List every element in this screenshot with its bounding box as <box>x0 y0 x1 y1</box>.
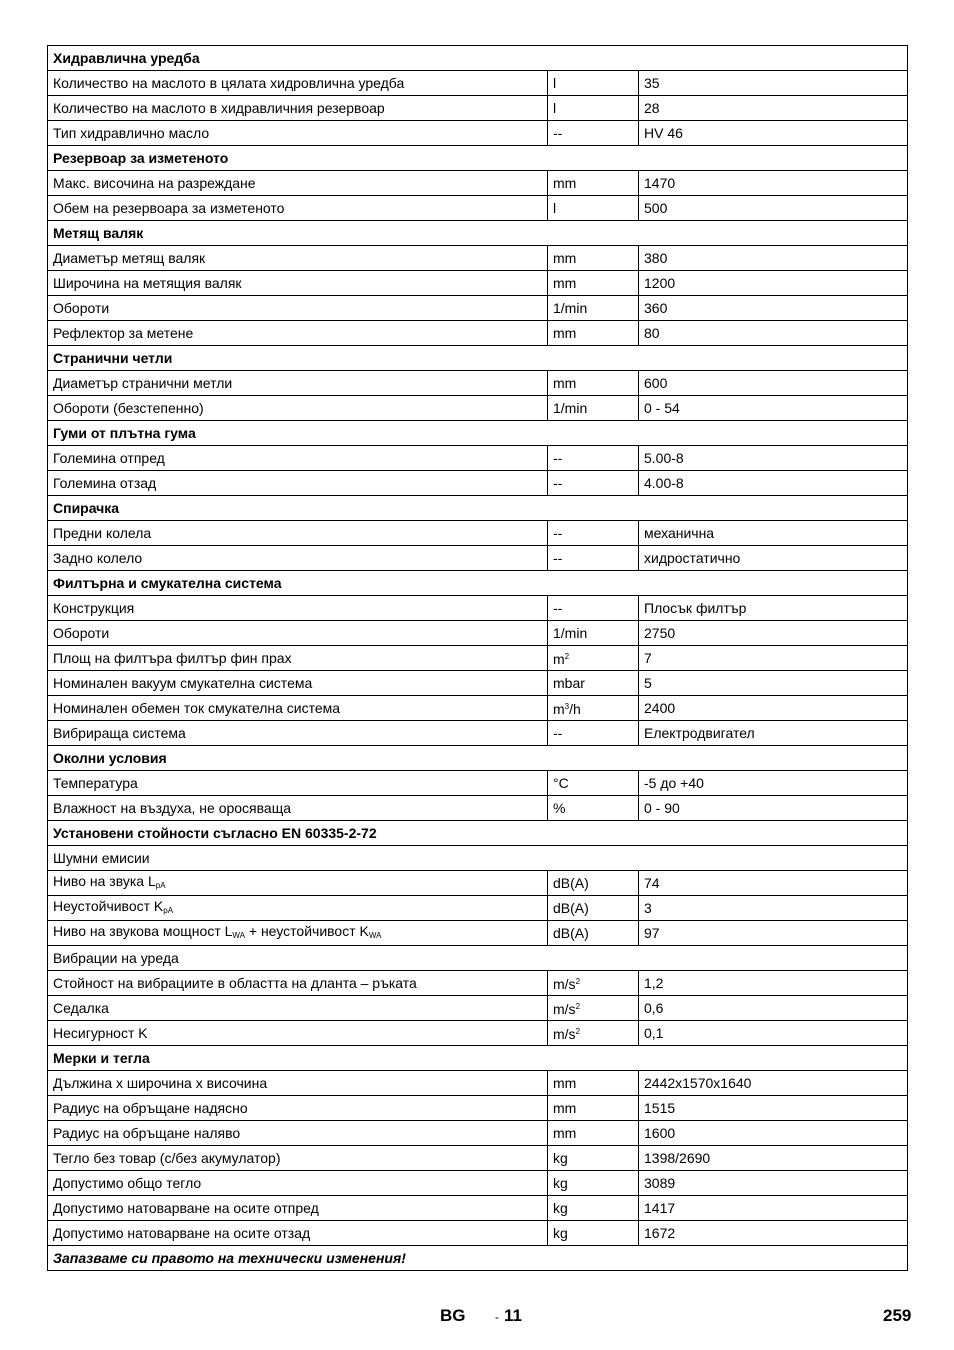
spec-label: Допустимо натоварване на осите отпред <box>53 1200 319 1216</box>
spec-unit: l <box>553 200 557 216</box>
section-header-row <box>48 221 908 246</box>
unit-superscript: 2 <box>575 1027 581 1036</box>
spec-value: 97 <box>644 925 660 941</box>
spec-value-cell <box>639 696 908 721</box>
section-header-row <box>48 571 908 596</box>
spec-unit-cell <box>548 371 639 396</box>
spec-value-cell <box>639 871 908 896</box>
spec-unit: mm <box>553 375 577 391</box>
spec-row <box>48 71 908 96</box>
footer-dash: - <box>495 1310 499 1324</box>
spec-unit: -- <box>553 525 563 541</box>
spec-row <box>48 1196 908 1221</box>
spec-unit: mm <box>553 275 577 291</box>
section-title: Мерки и тегла <box>48 1046 908 1071</box>
spec-unit-cell <box>548 121 639 146</box>
section-title: Метящ валяк <box>48 221 908 246</box>
spec-value: 2442x1570x1640 <box>644 1075 752 1091</box>
spec-row <box>48 1071 908 1096</box>
spec-unit-cell <box>548 1196 639 1221</box>
spec-unit: dB(A) <box>553 900 589 916</box>
spec-value: Плосък филтър <box>644 600 747 616</box>
spec-value-cell <box>639 896 908 921</box>
spec-value: -5 до +40 <box>644 775 704 791</box>
spec-value-cell <box>639 271 908 296</box>
spec-unit: mm <box>553 175 577 191</box>
spec-label-cell <box>48 246 548 271</box>
spec-unit-cell <box>548 1021 639 1046</box>
spec-row <box>48 521 908 546</box>
spec-value-cell <box>639 1021 908 1046</box>
spec-unit: -- <box>553 600 563 616</box>
spec-unit-cell <box>548 1096 639 1121</box>
spec-label-cell <box>48 1021 548 1046</box>
label-subscript: WA <box>232 930 245 940</box>
spec-value: 2750 <box>644 625 676 641</box>
spec-unit-cell <box>548 471 639 496</box>
spec-label-cell <box>48 671 548 696</box>
spec-unit-cell <box>548 1221 639 1246</box>
spec-value: 380 <box>644 250 668 266</box>
spec-label-cell <box>48 171 548 196</box>
spec-label-cell <box>48 996 548 1021</box>
spec-label: Радиус на обръщане надясно <box>53 1100 248 1116</box>
spec-unit-cell <box>548 396 639 421</box>
spec-row <box>48 446 908 471</box>
spec-value: 0 - 90 <box>644 800 680 816</box>
spec-value-cell <box>639 796 908 821</box>
spec-label: Неустойчивост K <box>53 897 164 914</box>
spec-row <box>48 721 908 746</box>
section-title: Гуми от плътна гума <box>48 421 908 446</box>
subgroup-row <box>48 846 908 871</box>
spec-value-cell <box>639 921 908 946</box>
spec-unit-cell <box>548 171 639 196</box>
spec-row <box>48 771 908 796</box>
spec-label: Стойност на вибрациите в областта на дланта – ръката <box>53 975 417 991</box>
spec-label: Допустимо общо тегло <box>53 1175 202 1191</box>
spec-value: 7 <box>644 650 652 666</box>
spec-label: Обороти (безстепенно) <box>53 400 204 416</box>
section-header-row <box>48 496 908 521</box>
spec-row <box>48 546 908 571</box>
spec-unit-cell <box>548 246 639 271</box>
spec-unit-cell <box>548 721 639 746</box>
spec-label: Влажност на въздуха, не оросяваща <box>53 800 292 816</box>
spec-label: Големина отпред <box>53 450 165 466</box>
spec-unit: -- <box>553 125 563 141</box>
spec-value-cell <box>639 246 908 271</box>
spec-row <box>48 321 908 346</box>
spec-value: 5.00-8 <box>644 450 684 466</box>
spec-value: 1398/2690 <box>644 1150 711 1166</box>
spec-row <box>48 96 908 121</box>
spec-value-cell <box>639 671 908 696</box>
spec-unit: -- <box>553 550 563 566</box>
spec-value-cell <box>639 96 908 121</box>
spec-unit-cell <box>548 96 639 121</box>
spec-value: механична <box>644 525 715 541</box>
spec-label: Седалка <box>53 1000 109 1016</box>
spec-row <box>48 1021 908 1046</box>
spec-unit-cell <box>548 321 639 346</box>
spec-value: 3 <box>644 900 652 916</box>
spec-label-cell <box>48 1096 548 1121</box>
technical-data-body <box>48 46 908 1271</box>
spec-row <box>48 1096 908 1121</box>
technical-data-table <box>47 45 908 1271</box>
spec-value: 1600 <box>644 1125 676 1141</box>
label-subscript: WA <box>368 930 382 940</box>
section-title: Странични четли <box>48 346 908 371</box>
spec-unit-cell <box>548 546 639 571</box>
spec-unit: mbar <box>553 675 585 691</box>
spec-row <box>48 796 908 821</box>
spec-unit: l <box>553 75 557 91</box>
spec-unit-cell <box>548 896 639 921</box>
section-title: Околни условия <box>48 746 908 771</box>
spec-value-cell <box>639 771 908 796</box>
spec-label: Ниво на звука L <box>53 872 156 889</box>
spec-unit-cell <box>548 1121 639 1146</box>
spec-row <box>48 646 908 671</box>
spec-row <box>48 1146 908 1171</box>
spec-label: Ниво на звукова мощност L <box>53 922 233 939</box>
spec-unit: -- <box>553 475 563 491</box>
spec-value-cell <box>639 171 908 196</box>
spec-label: Диаметър метящ валяк <box>53 250 206 266</box>
spec-label: Обем на резервоара за изметеното <box>53 200 285 216</box>
spec-label-cell <box>48 321 548 346</box>
section-title: Филтърна и смукателна система <box>48 571 908 596</box>
spec-unit-cell <box>548 1071 639 1096</box>
spec-value: HV 46 <box>644 125 683 141</box>
spec-row <box>48 596 908 621</box>
spec-value-cell <box>639 1071 908 1096</box>
spec-label-cell <box>48 446 548 471</box>
footnote-text: Запазваме си правото на технически изменения! <box>48 1246 908 1271</box>
spec-unit-cell <box>548 646 639 671</box>
spec-label-cell <box>48 721 548 746</box>
section-header-row <box>48 821 908 846</box>
section-header-row <box>48 146 908 171</box>
spec-row <box>48 371 908 396</box>
spec-row <box>48 621 908 646</box>
unit-superscript: 2 <box>575 1002 581 1011</box>
footnote-row <box>48 1246 908 1271</box>
spec-value-cell <box>639 1196 908 1221</box>
spec-value-cell <box>639 296 908 321</box>
unit-superscript: 2 <box>564 652 570 661</box>
spec-unit-cell <box>548 521 639 546</box>
section-title: Установени стойности съгласно EN 60335-2-72 <box>48 821 908 846</box>
spec-value-cell <box>639 1121 908 1146</box>
spec-value-cell <box>639 446 908 471</box>
spec-row <box>48 921 908 946</box>
spec-value: 74 <box>644 875 660 891</box>
spec-unit-suffix: /h <box>569 701 581 717</box>
spec-value: 5 <box>644 675 652 691</box>
spec-label: Номинален вакуум смукателна система <box>53 675 313 691</box>
spec-value-cell <box>639 396 908 421</box>
spec-value: 600 <box>644 375 668 391</box>
spec-value-cell <box>639 471 908 496</box>
spec-label-cell <box>48 1196 548 1221</box>
footer-language-code: BG <box>440 1306 466 1325</box>
spec-label-cell <box>48 1221 548 1246</box>
spec-unit-cell <box>548 1171 639 1196</box>
spec-unit-cell <box>548 271 639 296</box>
spec-label-cell <box>48 621 548 646</box>
spec-unit: dB(A) <box>553 875 589 891</box>
spec-unit-cell <box>548 871 639 896</box>
spec-unit: mm <box>553 1100 577 1116</box>
footer-page-number: 259 <box>883 1306 912 1325</box>
subgroup-title: Шумни емисии <box>48 846 908 871</box>
spec-label-cell <box>48 696 548 721</box>
spec-label-cell <box>48 1121 548 1146</box>
spec-value: 500 <box>644 200 668 216</box>
spec-label-cell <box>48 771 548 796</box>
spec-label: Количество на маслото в цялата хидровлична уредба <box>53 75 405 91</box>
spec-unit: 1/min <box>553 625 588 641</box>
spec-unit: kg <box>553 1225 568 1241</box>
spec-row <box>48 671 908 696</box>
spec-label: Предни колела <box>53 525 152 541</box>
spec-value-cell <box>639 1096 908 1121</box>
subgroup-title: Вибрации на уреда <box>48 946 908 971</box>
spec-value: 360 <box>644 300 668 316</box>
spec-label: Рефлектор за метене <box>53 325 194 341</box>
section-header-row <box>48 46 908 71</box>
spec-label: Количество на маслото в хидравличния резервоар <box>53 100 385 116</box>
spec-value: 1,2 <box>644 975 664 991</box>
spec-row <box>48 171 908 196</box>
section-title: Хидравлична уредба <box>48 46 908 71</box>
footer-section-page <box>495 1306 522 1326</box>
spec-value: 3089 <box>644 1175 676 1191</box>
spec-label-cell <box>48 396 548 421</box>
label-subscript: pA <box>155 880 166 890</box>
spec-unit-cell <box>548 621 639 646</box>
spec-value-cell <box>639 121 908 146</box>
spec-label: Големина отзад <box>53 475 157 491</box>
section-header-row <box>48 1046 908 1071</box>
spec-unit: % <box>553 800 566 816</box>
spec-unit: mm <box>553 250 577 266</box>
spec-unit-cell <box>548 771 639 796</box>
spec-unit: 1/min <box>553 400 588 416</box>
spec-row <box>48 971 908 996</box>
spec-label-cell <box>48 646 548 671</box>
spec-unit: kg <box>553 1200 568 1216</box>
spec-label: Номинален обемен ток смукателна система <box>53 700 341 716</box>
spec-value-cell <box>639 546 908 571</box>
spec-label-cell <box>48 871 548 896</box>
spec-row <box>48 1171 908 1196</box>
spec-row <box>48 871 908 896</box>
spec-label: Радиус на обръщане наляво <box>53 1125 241 1141</box>
spec-unit-cell <box>548 671 639 696</box>
spec-row <box>48 896 908 921</box>
spec-row <box>48 696 908 721</box>
spec-label-continued: + неустойчивост K <box>245 922 369 939</box>
spec-unit: m <box>553 651 565 667</box>
spec-value: 1515 <box>644 1100 676 1116</box>
spec-row <box>48 996 908 1021</box>
spec-value: хидростатично <box>644 550 741 566</box>
section-title: Резервоар за изметеното <box>48 146 908 171</box>
spec-value: 28 <box>644 100 660 116</box>
spec-unit-cell <box>548 596 639 621</box>
spec-value: 1470 <box>644 175 676 191</box>
spec-unit-cell <box>548 296 639 321</box>
spec-row <box>48 271 908 296</box>
spec-unit-cell <box>548 971 639 996</box>
spec-label: Макс. височина на разреждане <box>53 175 256 191</box>
spec-value: 80 <box>644 325 660 341</box>
spec-unit: mm <box>553 325 577 341</box>
spec-label-cell <box>48 921 548 946</box>
spec-value: 1417 <box>644 1200 676 1216</box>
spec-value-cell <box>639 721 908 746</box>
spec-label-cell <box>48 196 548 221</box>
spec-value-cell <box>639 971 908 996</box>
spec-label-cell <box>48 71 548 96</box>
label-subscript: pA <box>163 905 174 915</box>
spec-value-cell <box>639 621 908 646</box>
spec-unit: m/s <box>553 976 576 992</box>
spec-unit: m <box>553 701 565 717</box>
spec-label-cell <box>48 371 548 396</box>
spec-unit: m/s <box>553 1001 576 1017</box>
section-header-row <box>48 746 908 771</box>
spec-unit: -- <box>553 450 563 466</box>
spec-row <box>48 296 908 321</box>
spec-label: Допустимо натоварване на осите отзад <box>53 1225 311 1241</box>
spec-label-cell <box>48 96 548 121</box>
spec-value-cell <box>639 596 908 621</box>
spec-value: Електродвигател <box>644 725 755 741</box>
spec-unit: l <box>553 100 557 116</box>
section-title: Спирачка <box>48 496 908 521</box>
spec-row <box>48 1121 908 1146</box>
spec-value: 0 - 54 <box>644 400 680 416</box>
spec-label-cell <box>48 1171 548 1196</box>
spec-value-cell <box>639 646 908 671</box>
unit-superscript: 2 <box>575 977 581 986</box>
spec-value: 1672 <box>644 1225 676 1241</box>
spec-unit-cell <box>548 696 639 721</box>
spec-row <box>48 121 908 146</box>
spec-label-cell <box>48 971 548 996</box>
unit-superscript: 3 <box>564 702 570 711</box>
spec-value: 1200 <box>644 275 676 291</box>
spec-unit: 1/min <box>553 300 588 316</box>
spec-unit-cell <box>548 996 639 1021</box>
spec-unit: kg <box>553 1175 568 1191</box>
spec-row <box>48 1221 908 1246</box>
spec-value-cell <box>639 1171 908 1196</box>
spec-unit: °C <box>553 775 569 791</box>
spec-label-cell <box>48 596 548 621</box>
spec-value-cell <box>639 196 908 221</box>
spec-label: Конструкция <box>53 600 135 616</box>
spec-label-cell <box>48 1146 548 1171</box>
spec-label: Несигурност K <box>53 1025 148 1041</box>
spec-row <box>48 396 908 421</box>
spec-label: Вибрираща система <box>53 725 186 741</box>
spec-row <box>48 471 908 496</box>
spec-label: Диаметър странични метли <box>53 375 233 391</box>
spec-label-cell <box>48 121 548 146</box>
footer-section-page-number: 11 <box>504 1306 522 1325</box>
spec-label: Обороти <box>53 300 110 316</box>
spec-label: Задно колело <box>53 550 143 566</box>
spec-row <box>48 246 908 271</box>
spec-value-cell <box>639 71 908 96</box>
spec-label-cell <box>48 271 548 296</box>
spec-value-cell <box>639 1146 908 1171</box>
section-header-row <box>48 421 908 446</box>
spec-unit-cell <box>548 1146 639 1171</box>
spec-label: Тегло без товар (с/без акумулатор) <box>53 1150 281 1166</box>
spec-value-cell <box>639 371 908 396</box>
spec-label-cell <box>48 296 548 321</box>
spec-row <box>48 196 908 221</box>
spec-label-cell <box>48 521 548 546</box>
spec-value: 2400 <box>644 700 676 716</box>
spec-unit: kg <box>553 1150 568 1166</box>
spec-value: 0,1 <box>644 1025 664 1041</box>
spec-value-cell <box>639 996 908 1021</box>
spec-unit: mm <box>553 1075 577 1091</box>
spec-unit: -- <box>553 725 563 741</box>
spec-unit-cell <box>548 196 639 221</box>
spec-unit: mm <box>553 1125 577 1141</box>
spec-label-cell <box>48 896 548 921</box>
spec-value-cell <box>639 1221 908 1246</box>
spec-unit-cell <box>548 446 639 471</box>
spec-value: 4.00-8 <box>644 475 684 491</box>
spec-unit: m/s <box>553 1026 576 1042</box>
spec-label: Широчина на метящия валяк <box>53 275 242 291</box>
spec-value: 0,6 <box>644 1000 664 1016</box>
spec-label: Тип хидравлично масло <box>53 125 210 141</box>
spec-unit: dB(A) <box>553 925 589 941</box>
spec-value-cell <box>639 321 908 346</box>
spec-label-cell <box>48 471 548 496</box>
spec-label-cell <box>48 796 548 821</box>
section-header-row <box>48 346 908 371</box>
spec-value-cell <box>639 521 908 546</box>
spec-unit-cell <box>548 796 639 821</box>
spec-label-cell <box>48 546 548 571</box>
spec-unit-cell <box>548 921 639 946</box>
spec-label-cell <box>48 1071 548 1096</box>
spec-label: Температура <box>53 775 138 791</box>
spec-label: Дължина x широчина x височина <box>53 1075 268 1091</box>
spec-label: Обороти <box>53 625 110 641</box>
spec-value: 35 <box>644 75 660 91</box>
spec-unit-cell <box>548 71 639 96</box>
subgroup-row <box>48 946 908 971</box>
spec-label: Площ на филтъра филтър фин прах <box>53 650 292 666</box>
